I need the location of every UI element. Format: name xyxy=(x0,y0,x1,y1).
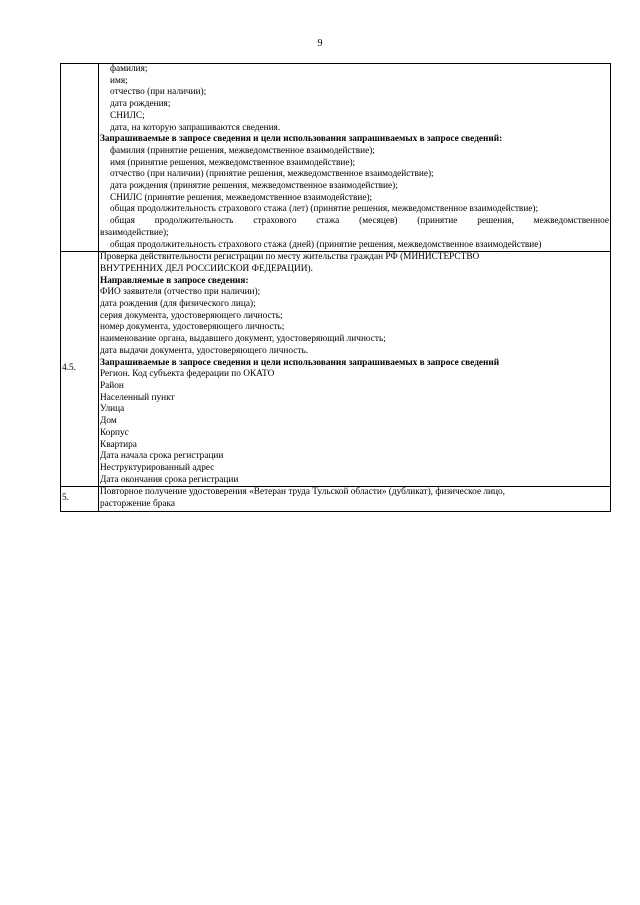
list-item: дата рождения (для физического лица); xyxy=(100,299,256,310)
row-content-cell xyxy=(99,487,611,511)
list-item: общая продолжительность страхового стажа (месяцев) (принятие решения, межведомственное xyxy=(110,216,609,227)
list-item: Населенный пункт xyxy=(100,392,175,403)
list-item: серия документа, удостоверяющего личность; xyxy=(100,310,283,321)
list-item: имя (принятие решения, межведомственное взаимодействие); xyxy=(110,157,356,168)
list-item: СНИЛС (принятие решения, межведомственное взаимодействие); xyxy=(110,192,373,203)
list-item: Дата окончания срока регистрации xyxy=(100,474,239,485)
section-heading: Запрашиваемые в запросе сведения и цели использования запрашиваемых в запросе сведений: xyxy=(100,134,503,145)
list-item: Улица xyxy=(100,404,125,415)
list-item: Регион. Код субъекта федерации по ОКАТО xyxy=(100,369,275,380)
list-item: Неструктурированный адрес xyxy=(100,462,215,473)
table-row xyxy=(61,487,611,511)
list-item: СНИЛС; xyxy=(110,110,145,121)
row-content-cell xyxy=(99,252,611,487)
row-content-cell xyxy=(99,64,611,252)
list-item: дата, на которую запрашиваются сведения. xyxy=(110,122,281,133)
list-item: дата рождения (принятие решения, межведомственное взаимодействие); xyxy=(110,181,398,192)
service-title-continuation: расторжение брака xyxy=(100,499,175,510)
page-number: 9 xyxy=(317,38,323,49)
list-item: дата рождения; xyxy=(110,99,171,110)
list-item: дата выдачи документа, удостоверяющего личность. xyxy=(100,345,309,356)
list-item: наименование органа, выдавшего документ, удостоверяющий личность; xyxy=(100,334,386,345)
list-item: отчество (при наличии); xyxy=(110,87,207,98)
list-item: общая продолжительность страхового стажа (лет) (принятие решения, межведомственное взаимодействие); xyxy=(110,204,539,215)
table-row xyxy=(61,64,611,252)
row-number-cell xyxy=(61,64,99,252)
service-title: Проверка действительности регистрации по месту жительства граждан РФ (МИНИСТЕРСТВО xyxy=(100,252,480,263)
list-item: Район xyxy=(100,380,124,391)
service-title: Повторное получение удостоверения «Ветеран труда Тульской области» (дубликат), физическое лицо, xyxy=(100,487,505,498)
list-item: отчество (при наличии) (принятие решения, межведомственное взаимодействие); xyxy=(110,169,434,180)
document-table xyxy=(60,63,611,512)
list-item: Квартира xyxy=(100,439,137,450)
list-item: фамилия; xyxy=(110,64,148,74)
section-heading: Направляемые в запросе сведения: xyxy=(100,275,249,286)
list-item: Корпус xyxy=(100,427,129,438)
section-heading: Запрашиваемые в запросе сведения и цели использования запрашиваемых в запросе сведений xyxy=(100,357,500,368)
row-number-cell: 4.5. xyxy=(61,252,99,487)
list-item: фамилия (принятие решения, межведомственное взаимодействие); xyxy=(110,145,375,156)
service-title-continuation: ВНУТРЕННИХ ДЕЛ РОССИЙСКОЙ ФЕДЕРАЦИИ). xyxy=(100,263,313,274)
list-item: номер документа, удостоверяющего личность; xyxy=(100,322,285,333)
list-item: Дата начала срока регистрации xyxy=(100,451,224,462)
list-item: общая продолжительность страхового стажа (дней) (принятие решения, межведомственное взаимодействие) xyxy=(110,239,542,250)
list-item: ФИО заявителя (отчество при наличии); xyxy=(100,287,261,298)
row-number-cell: 5. xyxy=(61,487,99,511)
list-item: Дом xyxy=(100,416,117,427)
list-item-continuation: взаимодействие); xyxy=(100,227,169,238)
table-row xyxy=(61,252,611,487)
list-item: имя; xyxy=(110,75,128,86)
